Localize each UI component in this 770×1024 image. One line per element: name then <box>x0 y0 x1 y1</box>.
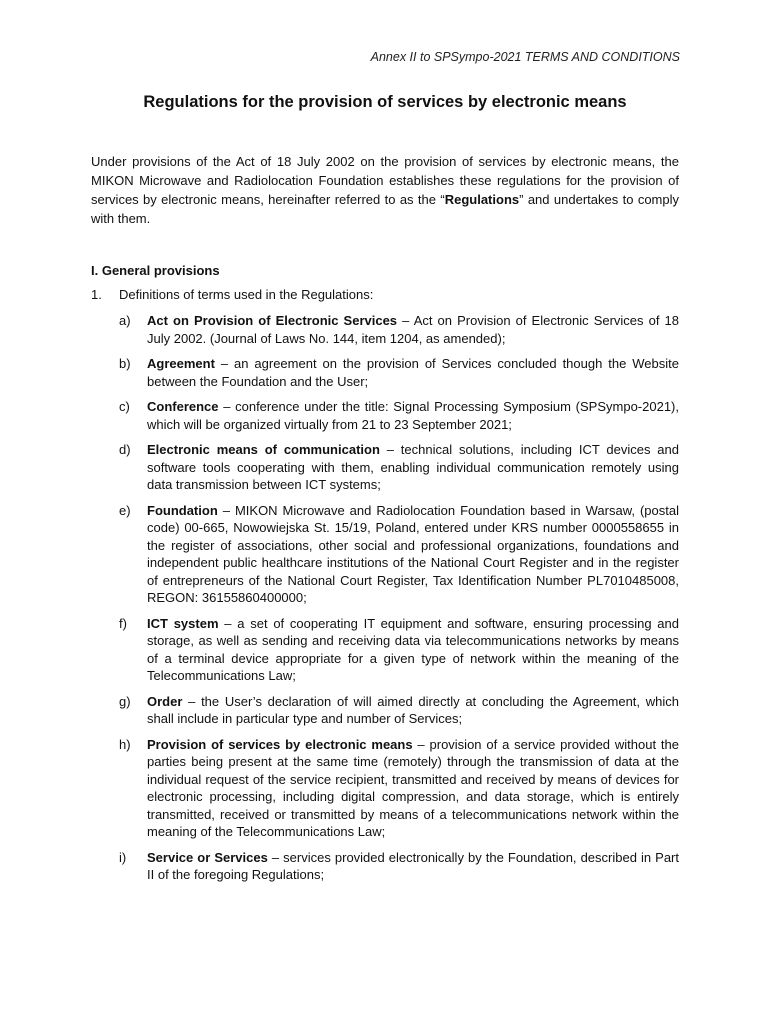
definition-text: – MIKON Microwave and Radiolocation Foundation based in Warsaw, (postal code) 00-665, Nowowiejska St. 15/19, Poland, entered under KRS number 0000558655 in the register of associations, other social and professional organizations, foundations and independent public healthcare institutions of the National Court Register and in the register of entrepreneurs of the National Court Register, Tax Identification Number PL7010485008, REGON: 36155860400000; <box>147 502 679 605</box>
definition-text: – services provided electronically by the Foundation, described in Part II of the foregoing Regulations; <box>147 849 679 882</box>
definition-item <box>119 849 679 884</box>
definition-body <box>147 849 679 884</box>
page-header: Annex II to SPSympo-2021 TERMS AND CONDITIONS <box>370 50 680 64</box>
intro-text-before: Under provisions of the Act of 18 July 2002 on the provision of services by electronic means, the MIKON Microwave and Radiolocation Foundation establishes these regulations for the provision of services by electronic means, hereinafter referred to as the “ <box>91 154 679 207</box>
definition-item <box>119 502 679 607</box>
definition-text: – a set of cooperating IT equipment and software, ensuring processing and storage, as well as sending and receiving data via telecommunications networks by means of a terminal device appropriate for a given type of network within the meaning of the Telecommunications Law; <box>147 615 679 683</box>
definition-letter: h) <box>119 736 131 752</box>
definition-text: – technical solutions, including ICT devices and software tools cooperating with them, enabling individual communication remotely using data transmission between ICT systems; <box>147 442 679 492</box>
definition-letter: a) <box>119 313 131 328</box>
definition-letter: b) <box>119 356 131 371</box>
definition-body <box>147 312 679 347</box>
definitions-list <box>119 312 679 892</box>
definition-item <box>119 398 679 433</box>
intro-text-after: ” and undertakes to comply with them. <box>91 192 679 226</box>
document-title: Regulations for the provision of services by electronic means <box>143 93 627 111</box>
definition-term: Conference <box>147 399 219 414</box>
definition-item <box>119 615 679 685</box>
definition-text: – Act on Provision of Electronic Services of 18 July 2002. (Journal of Laws No. 144, item 1204, as amended); <box>147 313 679 346</box>
definition-item <box>119 441 679 494</box>
definition-term: Foundation <box>147 502 218 518</box>
definition-letter: e) <box>119 502 131 518</box>
definition-letter: f) <box>119 615 127 631</box>
definition-term: Agreement <box>147 356 215 371</box>
definition-body <box>147 693 679 728</box>
intro-paragraph <box>91 152 679 228</box>
definition-term: Provision of services by electronic means <box>147 736 413 752</box>
definition-item <box>119 312 679 347</box>
definition-term: Service or Services <box>147 849 268 865</box>
definition-body <box>147 441 679 494</box>
definition-letter: g) <box>119 693 131 709</box>
definition-body <box>147 615 679 685</box>
definition-item <box>119 693 679 728</box>
definition-letter: i) <box>119 849 127 865</box>
definition-term: Act on Provision of Electronic Services <box>147 313 398 328</box>
definition-letter: d) <box>119 442 131 457</box>
definition-item <box>119 736 679 841</box>
definition-body <box>147 502 679 607</box>
definition-body <box>147 355 679 390</box>
definition-item <box>119 355 679 390</box>
definition-term: Electronic means of communication <box>147 442 380 457</box>
list-item-1 <box>91 287 679 302</box>
definition-text: – the User’s declaration of will aimed directly at concluding the Agreement, which shall include in particular type and number of Services; <box>147 693 679 726</box>
definition-text: – conference under the title: Signal Processing Symposium (SPSympo-2021), which will be organized virtually from 21 to 23 September 2021; <box>147 399 679 432</box>
list-item-text: Definitions of terms used in the Regulations: <box>119 287 374 302</box>
definition-term: ICT system <box>147 615 219 631</box>
definition-letter: c) <box>119 399 130 414</box>
definition-body <box>147 398 679 433</box>
intro-bold-term: Regulations <box>444 192 520 207</box>
definition-text: – an agreement on the provision of Services concluded though the Website between the Foundation and the User; <box>147 356 679 389</box>
list-item-number: 1. <box>91 287 102 302</box>
definition-body <box>147 736 679 841</box>
section-heading: I. General provisions <box>91 263 220 278</box>
definition-text: – provision of a service provided without the parties being present at the same time (remotely) through the transmission of data at the individual request of the service recipient, transmitted and received by means of devices for electronic processing, including digital compression, and data storage, which is entirely transmitted, received or transmitted by means of a telecommunications network within the meaning of the Telecommunications Law; <box>147 736 680 839</box>
definition-term: Order <box>147 693 183 709</box>
